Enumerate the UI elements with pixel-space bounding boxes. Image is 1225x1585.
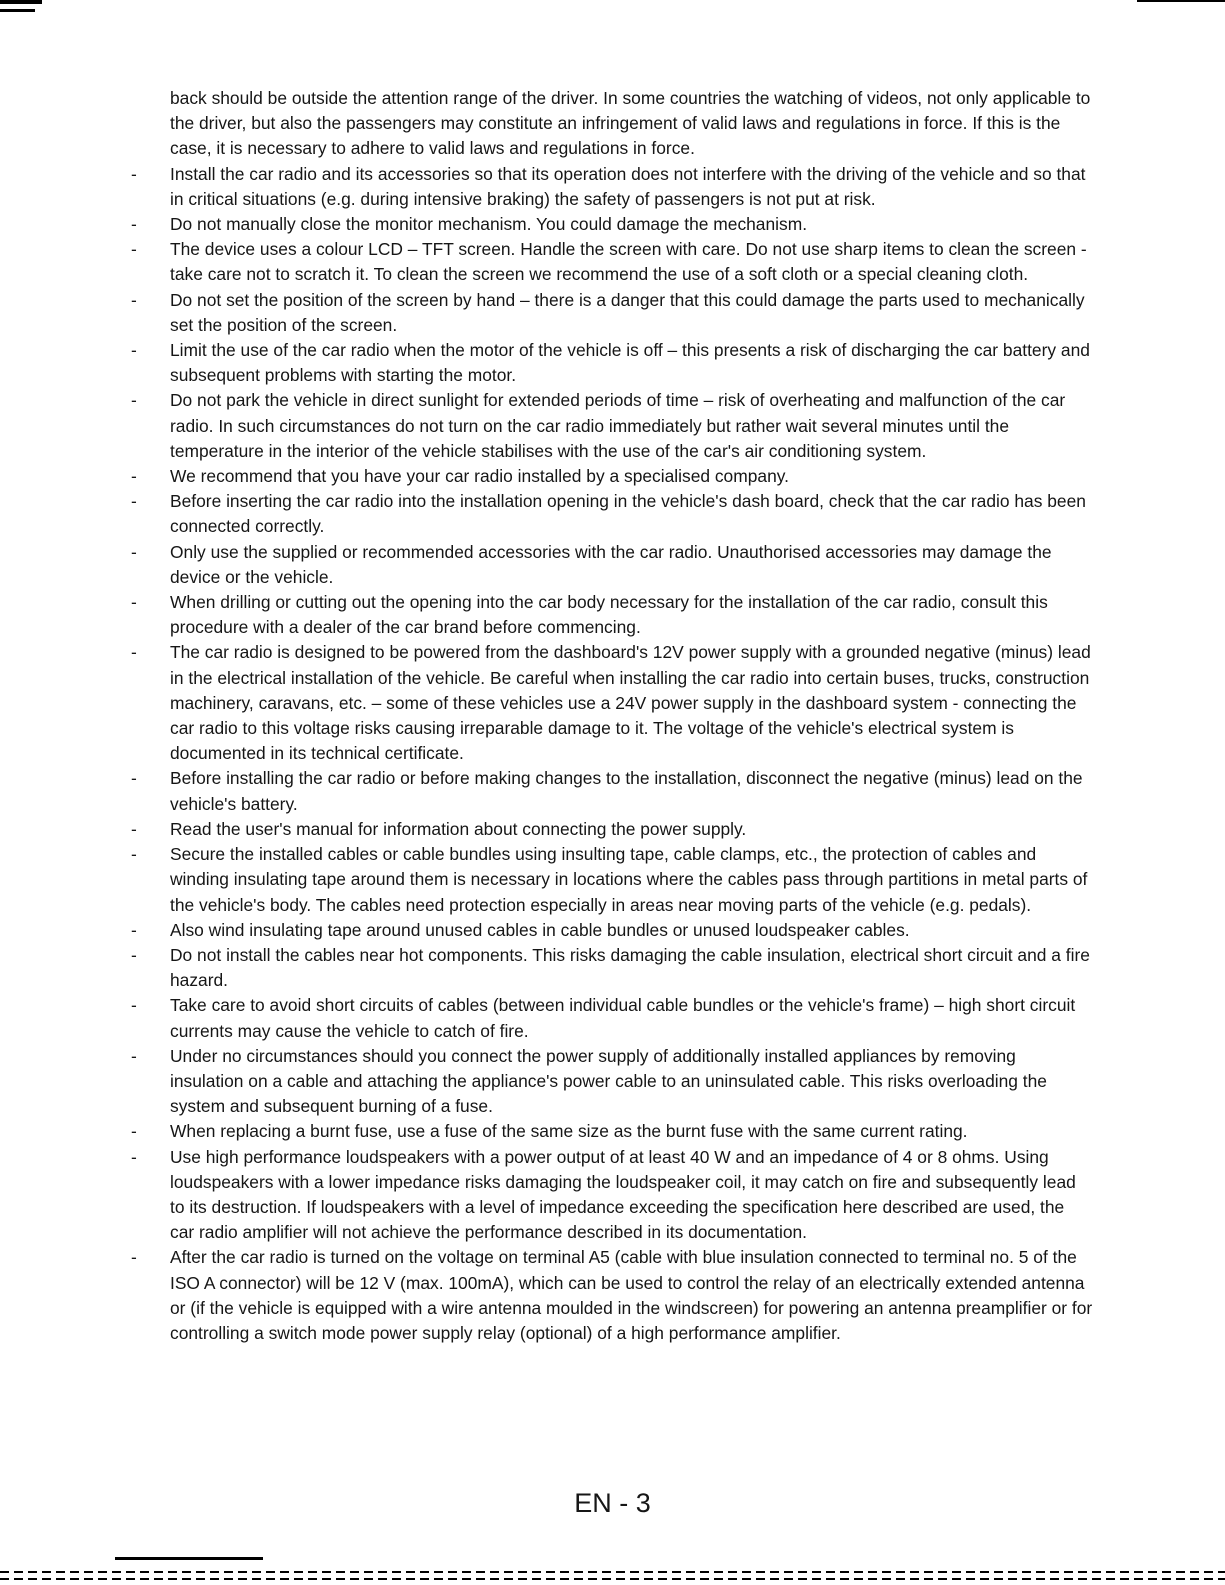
list-item bbox=[131, 590, 1093, 640]
bullet-dash: - bbox=[131, 289, 137, 310]
bullet-text: Under no circumstances should you connect the power supply of additionally installed appliances by removing insulation on a cable and attaching the appliance's power cable to an uninsulated cable. This risks overloading the system and subsequent burning of a fuse. bbox=[170, 1045, 1047, 1117]
list-item bbox=[131, 288, 1093, 338]
bullet-dash: - bbox=[131, 340, 137, 361]
bullet-dash: - bbox=[131, 844, 137, 865]
list-item bbox=[131, 1145, 1093, 1246]
bullet-dash: - bbox=[131, 592, 137, 613]
bullet-text: We recommend that you have your car radio installed by a specialised company. bbox=[170, 466, 789, 487]
bullet-text: After the car radio is turned on the voltage on terminal A5 (cable with blue insulation connected to terminal no. 5 of the ISO A connector) will be 12 V (max. 100mA), which can be used to control the relay of an electrically extended antenna or (if the vehicle is equipped with a wire antenna moulded in the windscreen) for powering an antenna preamplifier or for controlling a switch mode power supply relay (optional) of a high performance amplifier. bbox=[170, 1247, 1093, 1343]
scan-artifact-top-left-2 bbox=[0, 9, 35, 12]
list-item bbox=[131, 1119, 1093, 1144]
list-item bbox=[131, 640, 1093, 766]
list-item bbox=[131, 489, 1093, 539]
bullet-text: Read the user's manual for information about connecting the power supply. bbox=[170, 818, 747, 839]
bullet-dash: - bbox=[131, 919, 137, 940]
list-item bbox=[131, 1044, 1093, 1120]
scan-artifact-top-left-1 bbox=[0, 0, 42, 4]
bullet-dash: - bbox=[131, 163, 137, 184]
bullet-text: Only use the supplied or recommended accessories with the car radio. Unauthorised accessories may damage the device or the vehicle. bbox=[170, 541, 1052, 587]
list-item bbox=[131, 162, 1093, 212]
list-item bbox=[131, 212, 1093, 237]
list-item bbox=[131, 943, 1093, 993]
bullet-text: The car radio is designed to be powered from the dashboard's 12V power supply with a grounded negative (minus) lead in the electrical installation of the vehicle. Be careful when installing the car radio into certain buses, trucks, construction machinery, caravans, etc. – some of these vehicles use a 24V power supply in the dashboard system - connecting the car radio to this voltage risks causing irreparable damage to it. The voltage of the vehicle's electrical system is documented in its technical certificate. bbox=[170, 642, 1091, 764]
bullet-text: When drilling or cutting out the opening into the car body necessary for the installation of the car radio, consult this procedure with a dealer of the car brand before commencing. bbox=[170, 592, 1048, 638]
bullet-text: When replacing a burnt fuse, use a fuse of the same size as the burnt fuse with the same current rating. bbox=[170, 1121, 968, 1142]
bullet-dash: - bbox=[131, 818, 137, 839]
list-item bbox=[131, 817, 1093, 842]
bullet-text: Take care to avoid short circuits of cables (between individual cable bundles or the vehicle's frame) – high short circuit currents may cause the vehicle to catch of fire. bbox=[170, 995, 1076, 1041]
scan-artifact-top-right bbox=[1137, 0, 1225, 2]
bullet-dash: - bbox=[131, 541, 137, 562]
bullet-dash: - bbox=[131, 390, 137, 411]
bullet-text: Use high performance loudspeakers with a power output of at least 40 W and an impedance of 4 or 8 ohms. Using loudspeakers with a lower impedance risks damaging the loudspeaker coil, it may catch on fire and subsequently lead to its destruction. If loudspeakers with a level of impedance exceeding the specification here described are used, the car radio amplifier will not achieve the performance described in its documentation. bbox=[170, 1146, 1076, 1243]
bullet-dash: - bbox=[131, 1146, 137, 1167]
bullet-dash: - bbox=[131, 1247, 137, 1268]
bullet-dash: - bbox=[131, 491, 137, 512]
scan-artifact-bottom-dashed-line-1 bbox=[0, 1571, 1225, 1573]
bullet-dash: - bbox=[131, 1121, 137, 1142]
list-item bbox=[131, 993, 1093, 1043]
bullet-text: Secure the installed cables or cable bundles using insulting tape, cable clamps, etc., the protection of cables and winding insulating tape around them is necessary in locations where the cables pass through partitions in metal parts of the vehicle's body. The cables need protection especially in areas near moving parts of the vehicle (e.g. pedals). bbox=[170, 844, 1088, 915]
bullet-dash: - bbox=[131, 214, 137, 235]
page-content bbox=[131, 86, 1093, 1346]
list-item bbox=[131, 388, 1093, 464]
bullet-dash: - bbox=[131, 466, 137, 487]
list-item bbox=[131, 464, 1093, 489]
bullet-text: Do not set the position of the screen by hand – there is a danger that this could damage the parts used to mechanically set the position of the screen. bbox=[170, 289, 1085, 335]
bullet-list bbox=[131, 162, 1093, 1347]
list-item bbox=[131, 842, 1093, 918]
page-number: EN - 3 bbox=[574, 1488, 651, 1518]
list-item bbox=[131, 237, 1093, 287]
list-item bbox=[131, 918, 1093, 943]
bullet-dash: - bbox=[131, 995, 137, 1016]
bullet-dash: - bbox=[131, 944, 137, 965]
bullet-dash: - bbox=[131, 1045, 137, 1066]
intro-paragraph: back should be outside the attention range of the driver. In some countries the watching of videos, not only applicable to the driver, but also the passengers may constitute an infringement of valid laws and regulations in force. If this is the case, it is necessary to adhere to valid laws and regulations in force. bbox=[170, 88, 1091, 159]
list-item bbox=[131, 766, 1093, 816]
bullet-text: Do not install the cables near hot components. This risks damaging the cable insulation, electrical short circuit and a fire hazard. bbox=[170, 944, 1090, 991]
bullet-dash: - bbox=[131, 768, 137, 789]
bullet-text: Limit the use of the car radio when the motor of the vehicle is off – this presents a risk of discharging the car battery and subsequent problems with starting the motor. bbox=[170, 340, 1090, 386]
bullet-dash: - bbox=[131, 239, 137, 260]
bullet-text: The device uses a colour LCD – TFT screen. Handle the screen with care. Do not use sharp items to clean the screen - take care not to scratch it. To clean the screen we recommend the use of a soft cloth or a special cleaning cloth. bbox=[170, 239, 1087, 285]
bullet-text: Before installing the car radio or before making changes to the installation, disconnect the negative (minus) lead on the vehicle's battery. bbox=[170, 768, 1083, 814]
scan-artifact-bottom-dashed-line-2 bbox=[0, 1578, 1225, 1580]
list-item bbox=[131, 1245, 1093, 1346]
list-item bbox=[131, 540, 1093, 590]
bullet-dash: - bbox=[131, 642, 137, 663]
bullet-text: Also wind insulating tape around unused cables in cable bundles or unused loudspeaker cables. bbox=[170, 919, 910, 940]
bullet-text: Install the car radio and its accessories so that its operation does not interfere with the driving of the vehicle and so that in critical situations (e.g. during intensive braking) the safety of passengers is not put at risk. bbox=[170, 163, 1086, 209]
bullet-text: Before inserting the car radio into the installation opening in the vehicle's dash board, check that the car radio has been connected correctly. bbox=[170, 491, 1086, 537]
list-item bbox=[131, 338, 1093, 388]
scan-artifact-bottom-left bbox=[115, 1557, 263, 1560]
bullet-text: Do not park the vehicle in direct sunlight for extended periods of time – risk of overheating and malfunction of the car radio. In such circumstances do not turn on the car radio immediately but rather wait several minutes until the temperature in the interior of the vehicle stabilises with the use of the car's air conditioning system. bbox=[170, 390, 1066, 461]
bullet-text: Do not manually close the monitor mechanism. You could damage the mechanism. bbox=[170, 214, 808, 235]
